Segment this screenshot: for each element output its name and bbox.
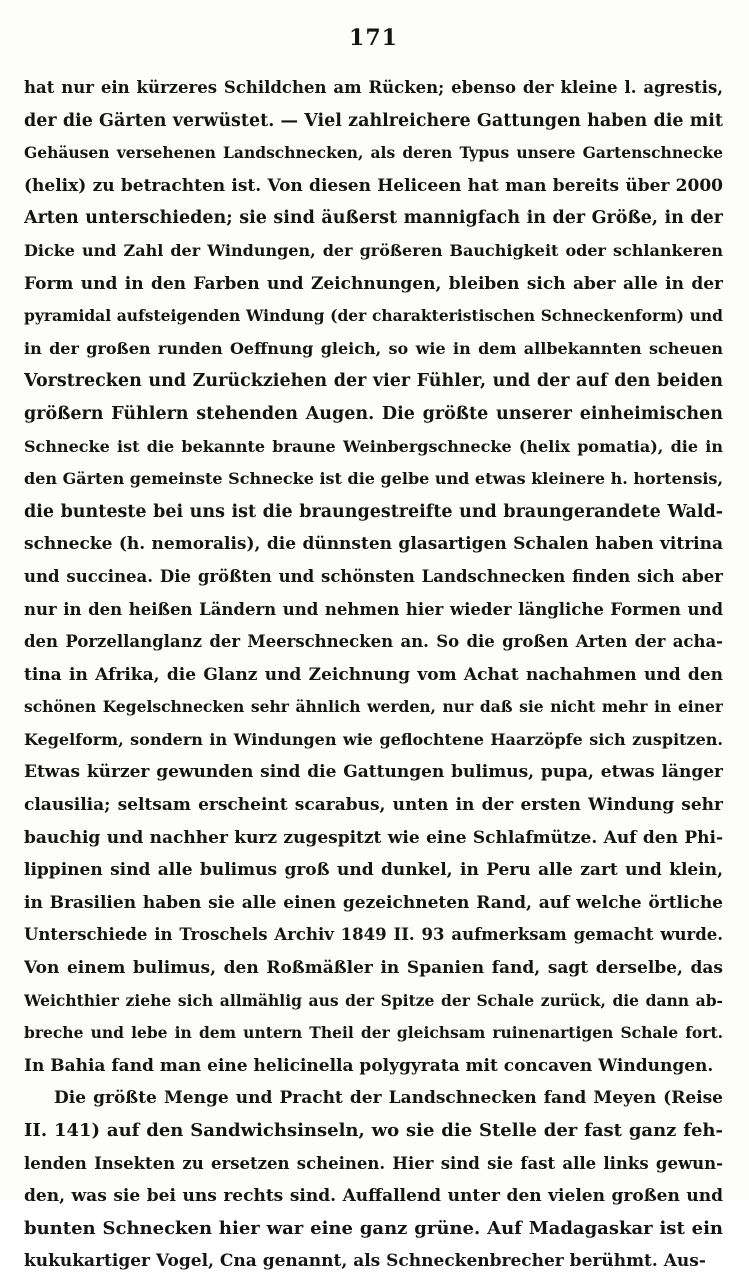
- text-line: die bunteste bei uns ist die braungestreifte und braungerandete Wald-: [24, 501, 723, 522]
- text-line: Schnecke ist die bekannte braune Weinbergschnecke (helix pomatia), die in: [24, 436, 723, 456]
- text-line: in der großen runden Oeffnung gleich, so wie in dem allbekannten scheuen: [24, 338, 723, 358]
- text-line: hat nur ein kürzeres Schildchen am Rücken; ebenso der kleine l. agrestis,: [24, 78, 723, 97]
- text-line: lippinen sind alle bulimus groß und dunkel, in Peru alle zart und klein,: [24, 860, 723, 881]
- text-line: den, was sie bei uns rechts sind. Auffallend unter den vielen großen und: [24, 1186, 723, 1207]
- text-line: Kegelform, sondern in Windungen wie geflochtene Haarzöpfe sich zuspitzen.: [24, 729, 723, 749]
- text-line: größern Fühlern stehenden Augen. Die größte unserer einheimischen: [24, 403, 723, 424]
- text-line: den Gärten gemeinste Schnecke ist die gelbe und etwas kleinere h. hortensis,: [24, 469, 723, 489]
- text-line: den Porzellanglanz der Meerschnecken an. So die großen Arten der acha-: [24, 632, 723, 652]
- text-line: in Brasilien haben sie alle einen gezeichneten Rand, auf welche örtliche: [24, 892, 723, 913]
- text-line: Gehäusen versehenen Landschnecken, als deren Typus unsere Gartenschnecke: [24, 143, 723, 163]
- text-line: Unterschiede in Troschels Archiv 1849 II. 93 aufmerksam gemacht wurde.: [24, 925, 723, 945]
- text-line: breche und lebe in dem untern Theil der gleichsam ruinenartigen Schale fort.: [24, 1023, 723, 1043]
- text-line: Die größte Menge und Pracht der Landschnecken fand Meyen (Reise: [54, 1088, 723, 1109]
- text-line: Vorstrecken und Zurückziehen der vier Fühler, und der auf den beiden: [24, 371, 723, 392]
- text-line: pyramidal aufsteigenden Windung (der charakteristischen Schneckenform) und: [24, 306, 723, 326]
- text-line: kukukartiger Vogel, Cna genannt, als Schneckenbrecher berühmt. Aus-: [24, 1251, 706, 1272]
- text-line: Von einem bulimus, den Roßmäßler in Spanien fand, sagt derselbe, das: [24, 958, 723, 979]
- text-line: bauchig und nachher kurz zugespitzt wie eine Schlafmütze. Auf den Phi-: [24, 827, 723, 848]
- text-line: II. 141) auf den Sandwichsinseln, wo sie die Stelle der fast ganz feh-: [24, 1120, 723, 1141]
- text-line: Form und in den Farben und Zeichnungen, bleiben sich aber alle in der: [24, 273, 723, 294]
- text-line: Weichthier ziehe sich allmählig aus der Spitze der Schale zurück, die dann ab-: [24, 990, 723, 1010]
- page-number: 171: [349, 25, 398, 51]
- text-line: schönen Kegelschnecken sehr ähnlich werden, nur daß sie nicht mehr in einer: [24, 697, 723, 717]
- text-line: der die Gärten verwüstet. — Viel zahlreichere Gattungen haben die mit: [24, 110, 723, 131]
- text-line: tina in Afrika, die Glanz und Zeichnung vom Achat nachahmen und den: [24, 664, 723, 685]
- text-line: und succinea. Die größten und schönsten Landschnecken finden sich aber: [24, 566, 723, 586]
- paragraph: [24, 72, 723, 1082]
- text-line: Etwas kürzer gewunden sind die Gattungen bulimus, pupa, etwas länger: [24, 762, 723, 783]
- text-line: bunten Schnecken hier war eine ganz grüne. Auf Madagaskar ist ein: [24, 1217, 723, 1239]
- text-line: (helix) zu betrachten ist. Von diesen Heliceen hat man bereits über 2000: [24, 175, 723, 196]
- paragraph: [24, 1082, 723, 1278]
- text-line: nur in den heißen Ländern und nehmen hier wieder längliche Formen und: [24, 599, 723, 619]
- text-line: schnecke (h. nemoralis), die dünnsten glasartigen Schalen haben vitrina: [24, 534, 723, 555]
- text-line: Arten unterschieden; sie sind äußerst mannigfach in der Größe, in der: [24, 208, 723, 229]
- text-line: lenden Insekten zu ersetzen scheinen. Hier sind sie fast alle links gewun-: [24, 1153, 723, 1173]
- text-line: clausilia; seltsam erscheint scarabus, unten in der ersten Windung sehr: [24, 795, 723, 816]
- text-line: Dicke und Zahl der Windungen, der größeren Bauchigkeit oder schlankeren: [24, 240, 723, 260]
- text-line: In Bahia fand man eine helicinella polygyrata mit concaven Windungen.: [24, 1055, 714, 1076]
